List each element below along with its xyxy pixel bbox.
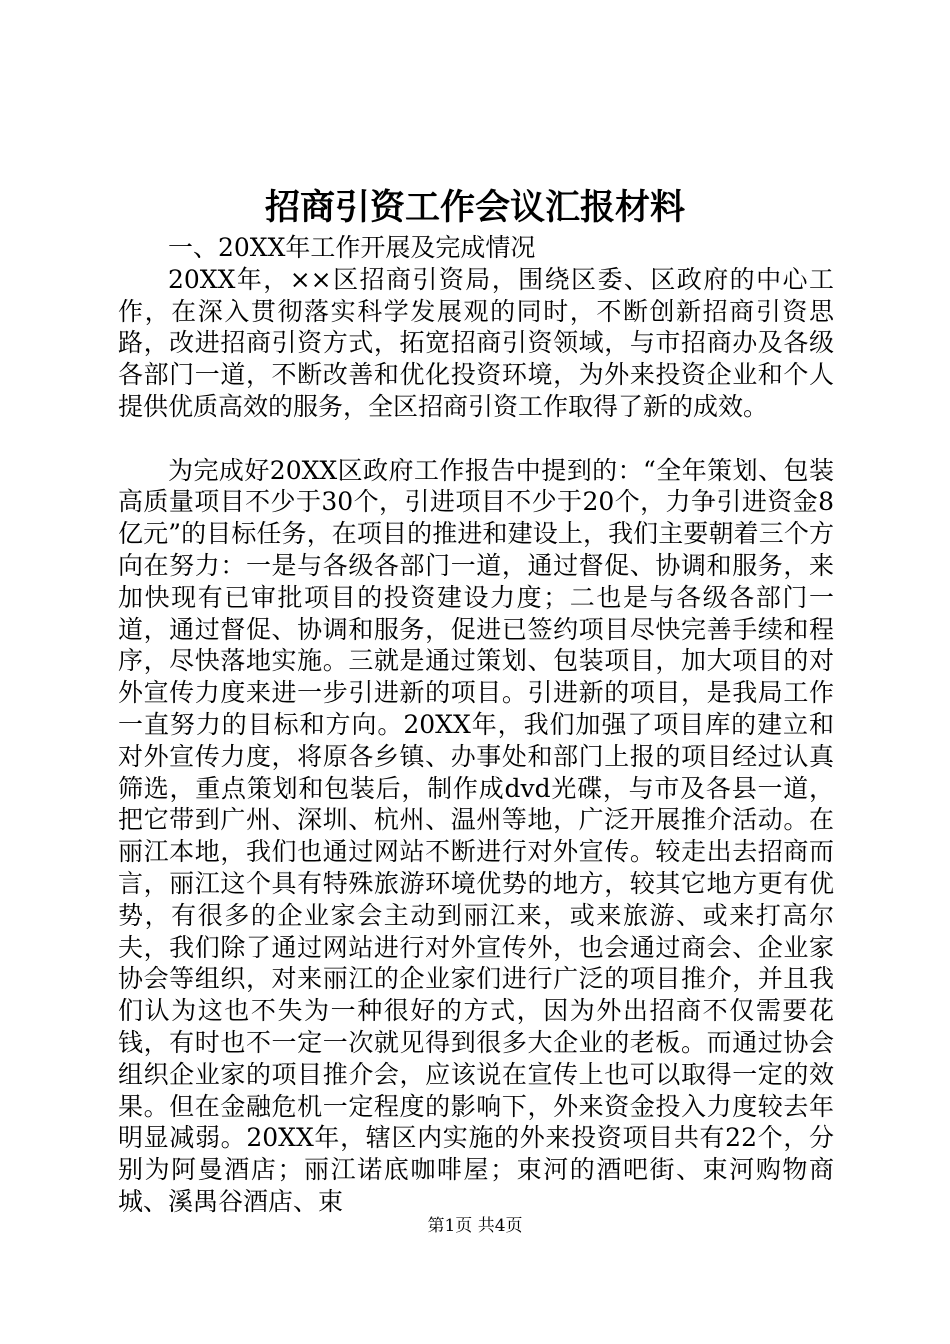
- section-heading: 一、20XX年工作开展及完成情况: [168, 233, 536, 262]
- document-title: 招商引资工作会议汇报材料: [264, 187, 685, 228]
- paragraph-1: 20XX年，××区招商引资局，围绕区委、区政府的中心工作，在深入贯彻落实科学发展观的同时，不断创新招商引资思路，改进招商引资方式，拓宽招商引资领域，与市招商办及各级各部门一道，不断改善和优化投资环境，为外来投资企业和个人提供优质高效的服务，全区招商引资工作取得了新的成效。: [118, 264, 834, 421]
- page-number: 第1页 共4页: [427, 1216, 523, 1236]
- document-body: [118, 232, 834, 1218]
- paragraph-2: 为完成好20XX区政府工作报告中提到的：“全年策划、包装高质量项目不少于30个，引进项目不少于20个，力争引进资金8亿元”的目标任务，在项目的推进和建设上，我们主要朝着三个方向在努力：一是与各级各部门一道，通过督促、协调和服务，来加快现有已审批项目的投资建设力度；二也是与各级各部门一道，通过督促、协调和服务，促进已签约项目尽快完善手续和程序，尽快落地实施。三就是通过策划、包装项目，加大项目的对外宣传力度来进一步引进新的项目。引进新的项目，是我局工作一直努力的目标和方向。20XX年，我们加强了项目库的建立和对外宣传力度，将原各乡镇、办事处和部门上报的项目经过认真筛选，重点策划和包装后，制作成dvd光碟，与市及各县一道，把它带到广州、深圳、杭州、温州等地，广泛开展推介活动。在丽江本地，我们也通过网站不断进行对外宣传。较走出去招商而言，丽江这个具有特殊旅游环境优势的地方，较其它地方更有优势，有很多的企业家会主动到丽江来，或来旅游、或来打高尔夫，我们除了通过网站进行对外宣传外，也会通过商会、企业家协会等组织，对来丽江的企业家们进行广泛的项目推介，并且我们认为这也不失为一种很好的方式，因为外出招商不仅需要花钱，有时也不一定一次就见得到很多大企业的老板。而通过协会组织企业家的项目推介会，应该说在宣传上也可以取得一定的效果。但在金融危机一定程度的影响下，外来资金投入力度较去年明显减弱。20XX年，辖区内实施的外来投资项目共有22个，分别为阿曼酒店；丽江诺底咖啡屋；束河的酒吧街、束河购物商城、溪禺谷酒店、束: [118, 455, 834, 1216]
